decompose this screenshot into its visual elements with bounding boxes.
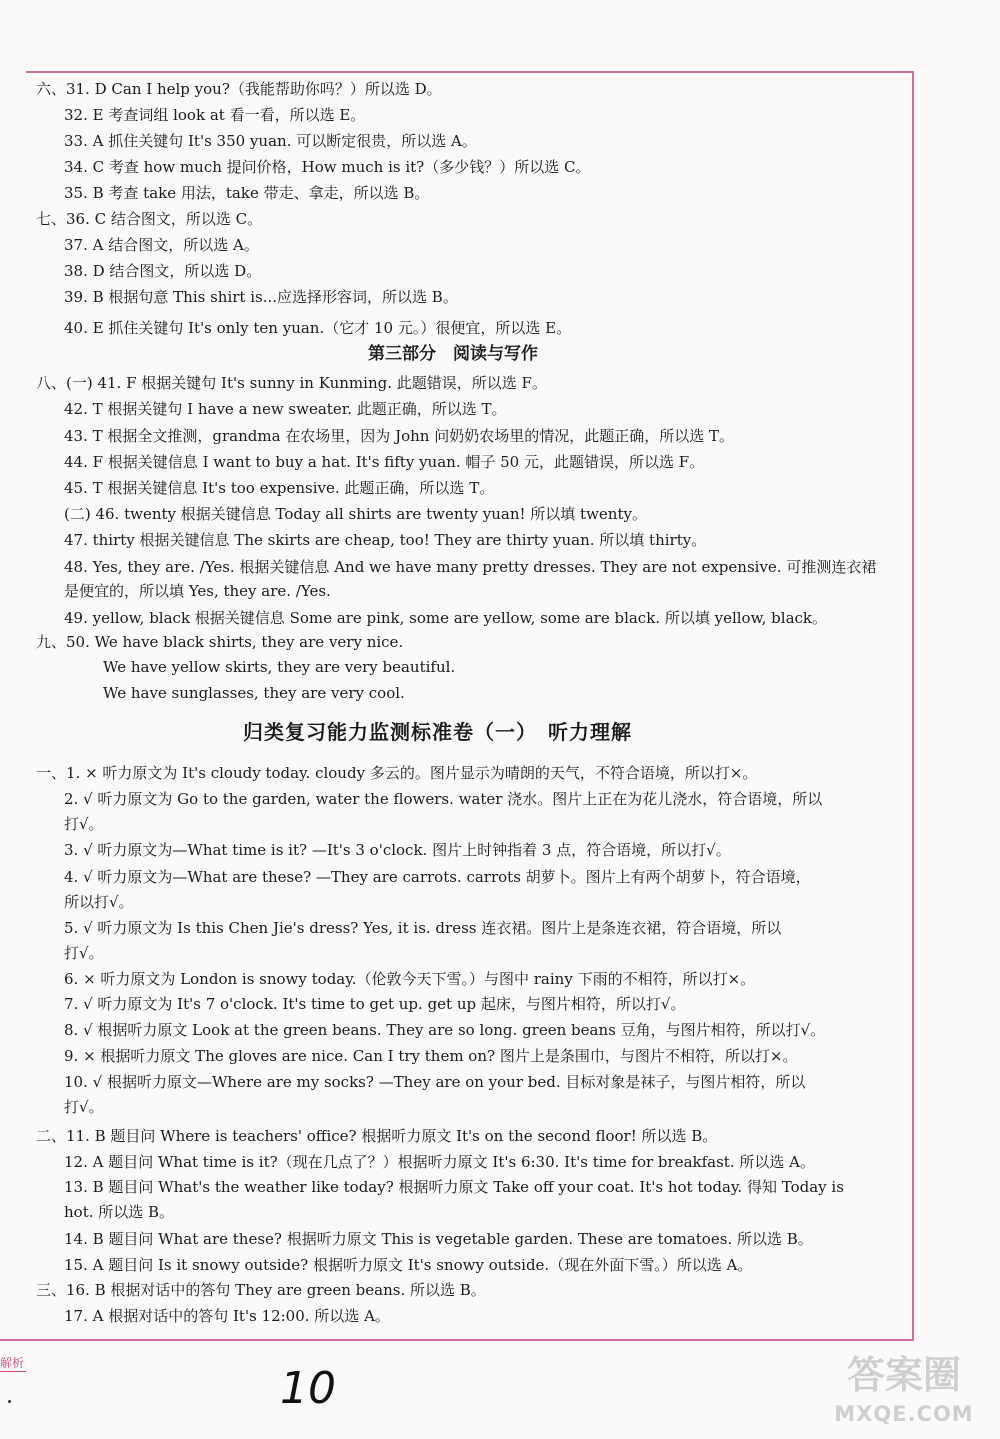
text-line: 14. B 题目问 What are these? 根据听力原文 This is vegetable garden. These are tomatoes. 所以选 B。 [64,1230,813,1248]
text-line: 打√。 [64,815,104,833]
watermark [816,1352,992,1428]
text-line: 10. √ 根据听力原文—Where are my socks? —They are on your bed. 目标对象是袜子，与图片相符，所以 [64,1073,806,1091]
text-line: 48. Yes, they are. /Yes. 根据关键信息 And we have many pretty dresses. They are not expensive. 可推测连衣裙 [64,558,877,576]
corner-rule [0,1371,26,1372]
text-line: 39. B 根据句意 This shirt is...应选择形容词，所以选 B。 [64,288,458,306]
text-line: 二、11. B 题目问 Where is teachers' office? 根据听力原文 It's on the second floor! 所以选 B。 [36,1127,718,1145]
text-line: 43. T 根据全文推测，grandma 在农场里，因为 John 问奶奶农场里的情况，此题正确，所以选 T。 [64,427,734,445]
section-title: 归类复习能力监测标准卷（一） 听力理解 [243,720,632,744]
corner-dot [8,1400,11,1403]
text-line: 44. F 根据关键信息 I want to buy a hat. It's fifty yuan. 帽子 50 元，此题错误，所以选 F。 [64,453,705,471]
right-rule [912,71,914,1341]
text-line: 六、31. D Can I help you?（我能帮助你吗？）所以选 D。 [36,80,442,98]
text-line: 5. √ 听力原文为 Is this Chen Jie's dress? Yes, it is. dress 连衣裙。图片上是条连衣裙，符合语境，所以 [64,919,782,937]
text-line: 七、36. C 结合图文，所以选 C。 [36,210,263,228]
text-line: 35. B 考查 take 用法，take 带走、拿走，所以选 B。 [64,184,430,202]
text-line: (二) 46. twenty 根据关键信息 Today all shirts are twenty yuan! 所以填 twenty。 [64,505,647,523]
watermark-logo-text: 答案圈 [846,1353,961,1397]
section-heading: 第三部分 阅读与写作 [368,344,538,364]
text-line: 15. A 题目问 Is it snowy outside? 根据听力原文 It's snowy outside.（现在外面下雪。）所以选 A。 [64,1256,753,1274]
text-line: 38. D 结合图文，所以选 D。 [64,262,262,280]
text-line: 打√。 [64,1098,104,1116]
page-number: 10 [280,1363,336,1414]
text-line: 45. T 根据关键信息 It's too expensive. 此题正确，所以选 T。 [64,479,495,497]
bottom-rule [0,1339,914,1341]
text-line: 34. C 考查 how much 提问价格，How much is it?（多少钱？）所以选 C。 [64,158,591,176]
text-line: 47. thirty 根据关键信息 The skirts are cheap, too! They are thirty yuan. 所以填 thirty。 [64,531,707,549]
text-line: 打√。 [64,944,104,962]
text-line: 所以打√。 [64,893,134,911]
text-line: 2. √ 听力原文为 Go to the garden, water the flowers. water 浇水。图片上正在为花儿浇水，符合语境，所以 [64,790,823,808]
text-line: 4. √ 听力原文为—What are these? —They are carrots. carrots 胡萝卜。图片上有两个胡萝卜，符合语境， [64,868,811,886]
text-line: 37. A 结合图文，所以选 A。 [64,236,259,254]
text-line: 7. √ 听力原文为 It's 7 o'clock. It's time to get up. get up 起床，与图片相符，所以打√。 [64,995,686,1013]
text-line: 33. A 抓住关键句 It's 350 yuan. 可以断定很贵，所以选 A。 [64,132,477,150]
watermark-url: MXQE.COM [834,1402,974,1426]
text-line: We have sunglasses, they are very cool. [103,684,405,702]
text-line: 17. A 根据对话中的答句 It's 12:00. 所以选 A。 [64,1307,390,1325]
text-line: 13. B 题目问 What's the weather like today? 根据听力原文 Take off your coat. It's hot today. 得知 Today is [64,1178,844,1196]
text-line: 8. √ 根据听力原文 Look at the green beans. They are so long. green beans 豆角，与图片相符，所以打√。 [64,1021,826,1039]
text-line: 一、1. × 听力原文为 It's cloudy today. cloudy 多云的。图片显示为晴朗的天气，不符合语境，所以打×。 [36,764,758,782]
text-line: 九、50. We have black shirts, they are very nice. [36,633,404,651]
text-line: 9. × 根据听力原文 The gloves are nice. Can I try them on? 图片上是条围巾，与图片不相符，所以打×。 [64,1047,798,1065]
text-line: 32. E 考查词组 look at 看一看，所以选 E。 [64,106,366,124]
text-line: 40. E 抓住关键句 It's only ten yuan.（它才 10 元。）很便宜，所以选 E。 [64,319,572,337]
corner-label: 解析 [0,1356,25,1370]
text-line: 三、16. B 根据对话中的答句 They are green beans. 所以选 B。 [36,1281,486,1299]
text-line: 6. × 听力原文为 London is snowy today.（伦敦今天下雪。）与图中 rainy 下雨的不相符，所以打×。 [64,970,756,988]
top-rule [26,71,914,73]
text-line: 是便宜的，所以填 Yes, they are. /Yes. [64,582,331,600]
text-line: hot. 所以选 B。 [64,1203,175,1221]
text-line: 八、(一) 41. F 根据关键句 It's sunny in Kunming. 此题错误，所以选 F。 [36,374,547,392]
text-line: 3. √ 听力原文为—What time is it? —It's 3 o'clock. 图片上时钟指着 3 点，符合语境，所以打√。 [64,841,731,859]
text-line: We have yellow skirts, they are very beautiful. [103,658,456,676]
text-line: 49. yellow, black 根据关键信息 Some are pink, some are yellow, some are black. 所以填 yellow, black。 [64,609,828,627]
text-line: 12. A 题目问 What time is it?（现在几点了？）根据听力原文 It's 6:30. It's time for breakfast. 所以选 A。 [64,1153,815,1171]
text-line: 42. T 根据关键句 I have a new sweater. 此题正确，所以选 T。 [64,400,507,418]
